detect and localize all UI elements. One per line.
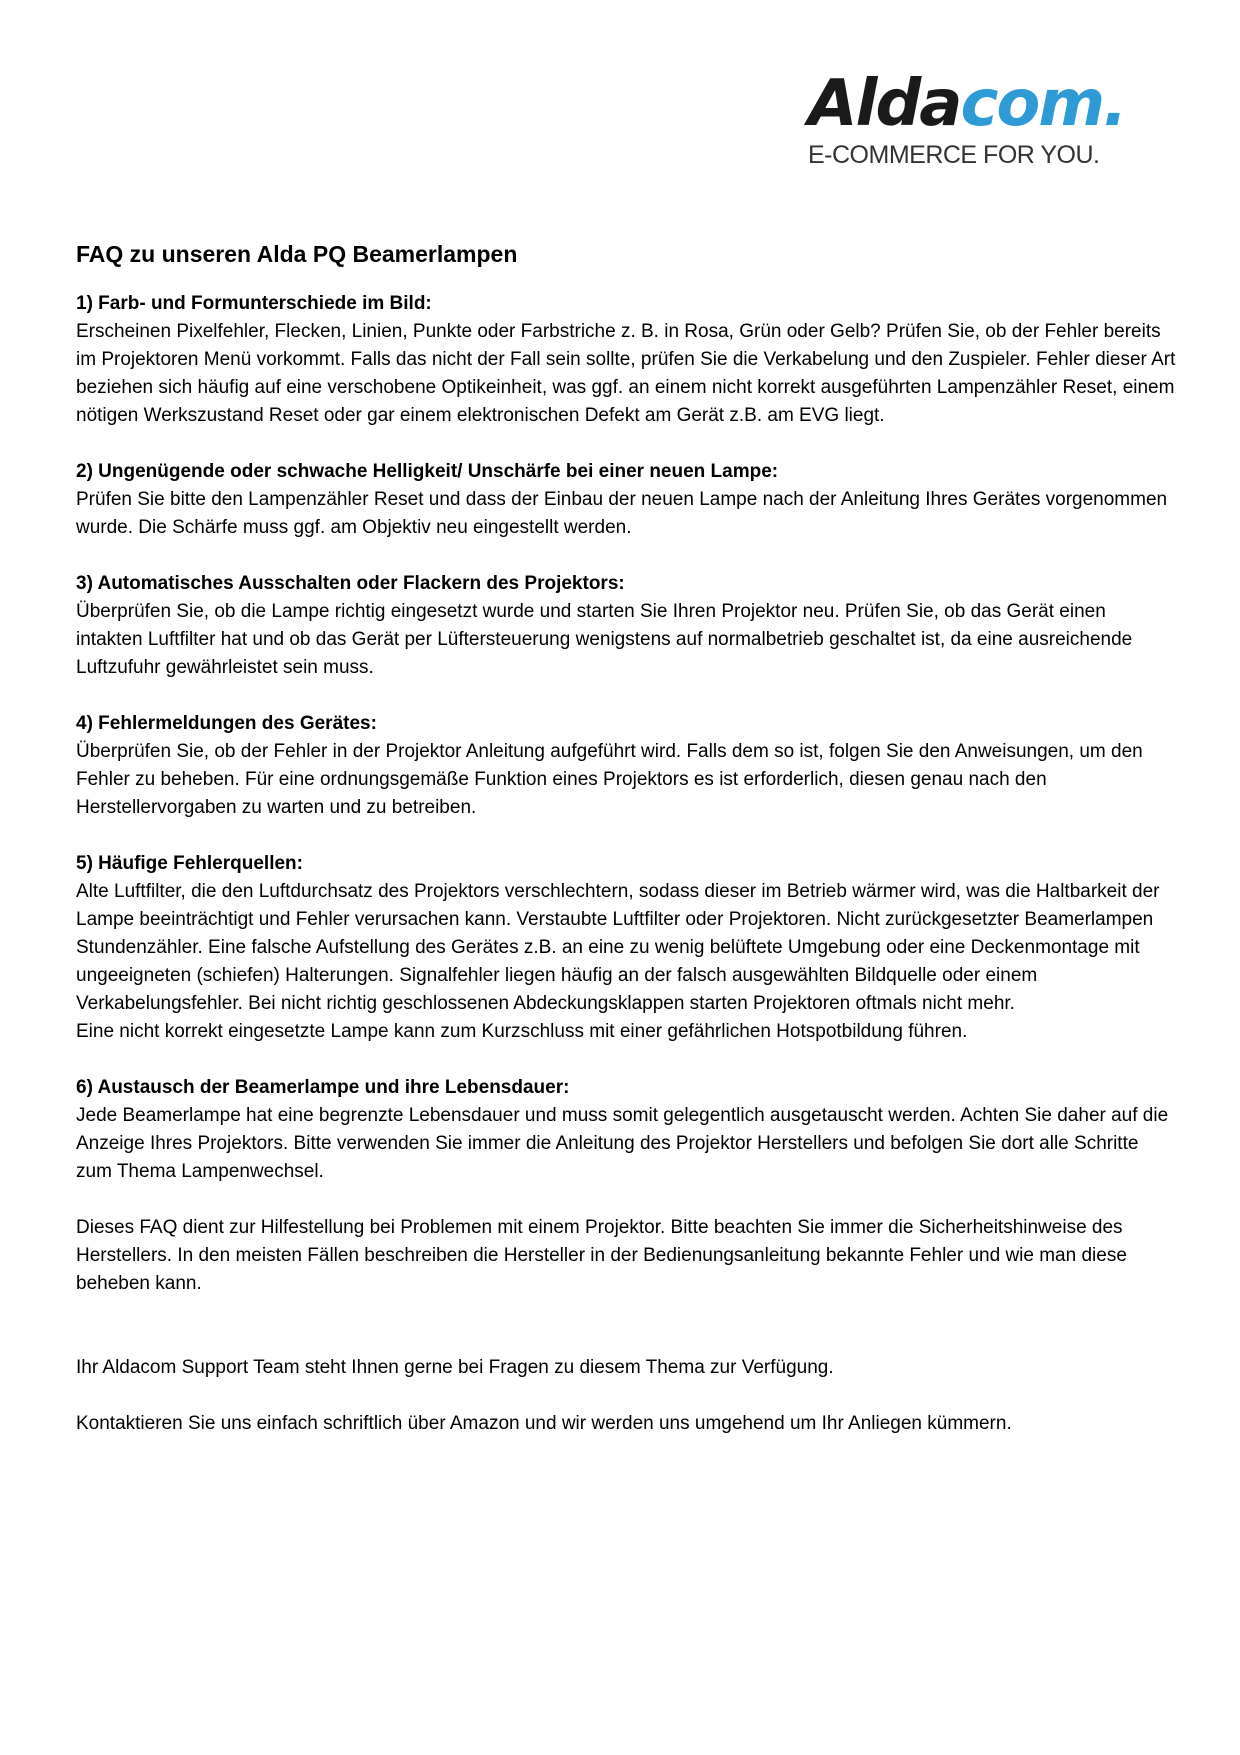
faq-section-5 (76, 850, 1176, 1046)
support-note: Ihr Aldacom Support Team steht Ihnen gerne bei Fragen zu diesem Thema zur Verfügung. (76, 1357, 834, 1378)
faq-paragraph: Erscheinen Pixelfehler, Flecken, Linien, Punkte oder Farbstriche z. B. in Rosa, Grün oder Gelb? Prüfen Sie, ob der Fehler bereits im Projektoren Menü vorkommt. Falls das nicht der Fall sein sollte, prüfen Sie die Verkabelung und den Zuspieler. Fehler dieser Art beziehen sich häufig auf eine verschobene Optikeinheit, was ggf. an einem nicht korrekt ausgeführten Lampenzähler Reset, einem nötigen Werkszustand Reset oder gar einem elektronischen Defekt am Gerät z.B. am EVG liegt. (76, 321, 1176, 426)
faq-paragraph: Eine nicht korrekt eingesetzte Lampe kann zum Kurzschluss mit einer gefährlichen Hotspotbildung führen. (76, 1021, 968, 1042)
faq-paragraph: Alte Luftfilter, die den Luftdurchsatz des Projektors verschlechtern, sodass dieser im Betrieb wärmer wird, was die Haltbarkeit der Lampe beeinträchtigt und Fehler verursachen kann. Verstaubte Luftfilter oder Projektoren. Nicht zurückgesetzter Beamerlampen Stundenzähler. Eine falsche Aufstellung des Gerätes z.B. an eine zu wenig belüftete Umgebung oder eine Deckenmontage mit ungeeigneten (schiefen) Halterungen. Signalfehler liegen häufig an der falsch ausgewählten Bildquelle oder einem Verkabelungsfehler. Bei nicht richtig geschlossenen Abdeckungsklappen starten Projektoren oftmals nicht mehr. (76, 881, 1160, 1014)
faq-heading: 6) Austausch der Beamerlampe und ihre Lebensdauer: (76, 1077, 570, 1098)
faq-section-3 (76, 570, 1176, 682)
logo-wordmark (808, 67, 1126, 141)
logo-wordmark-blue: com. (960, 67, 1126, 141)
faq-paragraph: Überprüfen Sie, ob die Lampe richtig eingesetzt wurde und starten Sie Ihren Projektor neu. Prüfen Sie, ob das Gerät einen intakten Luftfilter hat und ob das Gerät per Lüftersteuerung wenigstens auf normalbetrieb geschaltet ist, da eine ausreichende Luftzufuhr gewährleistet sein muss. (76, 601, 1133, 678)
faq-heading: 2) Ungenügende oder schwache Helligkeit/ Unschärfe bei einer neuen Lampe: (76, 461, 779, 482)
faq-paragraph: Jede Beamerlampe hat eine begrenzte Lebensdauer und muss somit gelegentlich ausgetauscht werden. Achten Sie daher auf die Anzeige Ihres Projektors. Bitte verwenden Sie immer die Anleitung des Projektor Herstellers und befolgen Sie dort alle Schritte zum Thema Lampenwechsel. (76, 1105, 1169, 1182)
document-body (76, 238, 1176, 1438)
faq-section-1 (76, 290, 1176, 430)
brand-logo (808, 67, 1126, 170)
contact-note: Kontaktieren Sie uns einfach schriftlich über Amazon und wir werden uns umgehend um Ihr Anliegen kümmern. (76, 1413, 1012, 1434)
faq-heading: 4) Fehlermeldungen des Gerätes: (76, 713, 377, 734)
faq-heading: 5) Häufige Fehlerquellen: (76, 853, 303, 874)
logo-tagline: E-COMMERCE FOR YOU. (808, 141, 1100, 169)
disclaimer-text: Dieses FAQ dient zur Hilfestellung bei Problemen mit einem Projektor. Bitte beachten Sie immer die Sicherheitshinweise des Herstellers. In den meisten Fällen beschreiben die Hersteller in der Bedienungsanleitung bekannte Fehler und wie man diese beheben kann. (76, 1217, 1127, 1294)
document-title: FAQ zu unseren Alda PQ Beamerlampen (76, 241, 518, 267)
faq-paragraph: Prüfen Sie bitte den Lampenzähler Reset und dass der Einbau der neuen Lampe nach der Anleitung Ihres Gerätes vorgenommen wurde. Die Schärfe muss ggf. am Objektiv neu eingestellt werden. (76, 489, 1168, 538)
faq-section-4 (76, 710, 1176, 822)
logo-wordmark-dark: Alda (808, 67, 961, 141)
faq-section-2 (76, 458, 1176, 542)
faq-heading: 3) Automatisches Ausschalten oder Flackern des Projektors: (76, 573, 625, 594)
faq-paragraph: Überprüfen Sie, ob der Fehler in der Projektor Anleitung aufgeführt wird. Falls dem so ist, folgen Sie den Anweisungen, um den Fehler zu beheben. Für eine ordnungsgemäße Funktion eines Projektors es ist erforderlich, diesen genau nach den Herstellervorgaben zu warten und zu betreiben. (76, 741, 1143, 818)
faq-heading: 1) Farb- und Formunterschiede im Bild: (76, 293, 432, 314)
faq-section-6 (76, 1074, 1176, 1186)
